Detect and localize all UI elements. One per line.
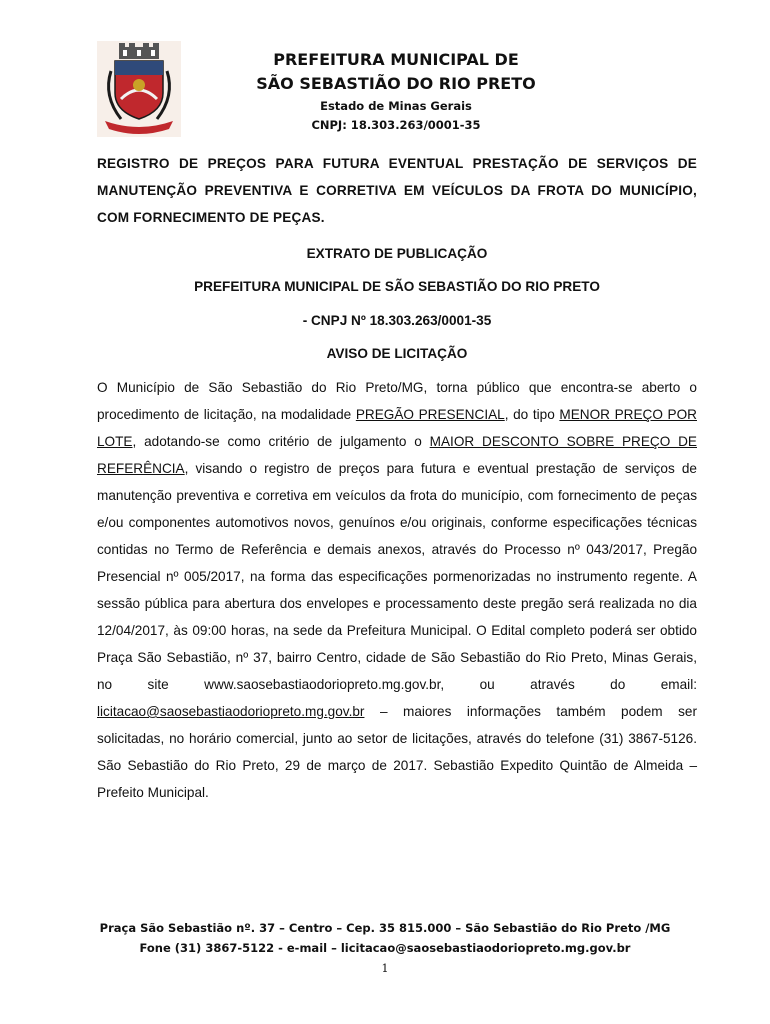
- body-text-2: , do tipo: [504, 407, 560, 422]
- org-name-line2: SÃO SEBASTIÃO DO RIO PRETO: [256, 74, 536, 93]
- prefeitura-heading: PREFEITURA MUNICIPAL DE SÃO SEBASTIÃO DO RIO PRETO: [194, 279, 600, 294]
- type-underlined: MENOR PREÇO POR LOTE: [97, 407, 697, 449]
- coat-of-arms-icon: [97, 41, 181, 137]
- modality-underlined: PREGÃO PRESENCIAL: [355, 407, 505, 422]
- criterion-underlined: MAIOR DESCONTO SOBRE PREÇO DE REFERÊNCIA: [97, 434, 697, 476]
- notice-title: AVISO DE LICITAÇÃO: [326, 346, 468, 361]
- footer-contact: Fone (31) 3867-5122 - e-mail – licitacao@saosebastiaodoriopreto.mg.gov.br: [139, 941, 631, 955]
- body-text-1: O Município de São Sebastião do Rio Preto/MG, torna público que encontra-se aberto o procedimento de licitação, na modalidade: [97, 380, 697, 422]
- extract-title: EXTRATO DE PUBLICAÇÃO: [306, 246, 488, 261]
- body-text-5: – maiores informações também podem ser solicitadas, no horário comercial, junto ao setor de licitações, através do telefone (31) 3867-5126. São Sebastião do Rio Preto, 29 de março de 2017. Sebastião Expedito Quintão de Almeida – Prefeito Municipal.: [97, 704, 697, 800]
- document-header: [0, 0, 770, 140]
- email-link[interactable]: licitacao@saosebastiaodoriopreto.mg.gov.br: [97, 704, 365, 719]
- footer-address: Praça São Sebastião nº. 37 – Centro – Cep. 35 815.000 – São Sebastião do Rio Preto /MG: [99, 921, 671, 935]
- notice-body: [97, 374, 697, 806]
- header-cnpj: CNPJ: 18.303.263/0001-35: [311, 118, 481, 132]
- page-number: 1: [381, 962, 389, 975]
- state-name: Estado de Minas Gerais: [320, 99, 472, 113]
- body-text-3: , adotando-se como critério de julgamento o: [132, 434, 430, 449]
- body-text-4: , visando o registro de preços para futura e eventual prestação de serviços de manutenção preventiva e corretiva em veículos da frota do município, com fornecimento de peças e/ou componentes automotivos novos, genuínos e/ou originais, conforme especificações técnicas contidas no Termo de Referência e demais anexos, através do Processo nº 043/2017, Pregão Presencial nº 005/2017, na forma das especificações pormenorizadas no instrumento regente. A sessão pública para abertura dos envelopes e processamento deste pregão será realizada no dia 12/04/2017, às 09:00 horas, na sede da Prefeitura Municipal. O Edital completo poderá ser obtido Praça São Sebastião, nº 37, bairro Centro, cidade de São Sebastião do Rio Preto, Minas Gerais, no site www.saosebastiaodoriopreto.mg.gov.br, ou através do email:: [97, 461, 697, 692]
- org-name-line1: PREFEITURA MUNICIPAL DE: [273, 50, 519, 69]
- document-subject: REGISTRO DE PREÇOS PARA FUTURA EVENTUAL PRESTAÇÃO DE SERVIÇOS DE MANUTENÇÃO PREVENTIVA E CORRETIVA EM VEÍCULOS DA FROTA DO MUNICÍPIO, COM FORNECIMENTO DE PEÇAS.: [97, 156, 697, 225]
- cnpj-heading: - CNPJ Nº 18.303.263/0001-35: [302, 313, 492, 328]
